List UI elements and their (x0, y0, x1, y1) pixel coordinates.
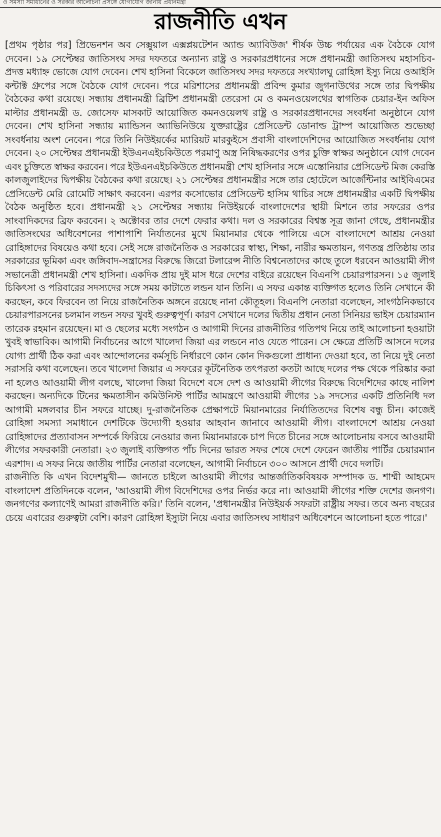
article-body (5, 39, 435, 834)
article-paragraph-1: [প্রথম পৃষ্ঠার পর] প্রিভেনশন অব সেক্সুয়াল এক্সপ্লয়টেশন অ্যান্ড অ্যাবিউজ' শীর্ষক উচ্চ পর্যায়ের এক বৈঠকে যোগ দেবেন। ১৯ সেপ্টেম্বর জাতিসংঘ সদর দফতরে অন্যান্য রাষ্ট্র ও সরকারপ্রধানের সঙ্গে প্রধানমন্ত্রী জাতিসংঘ মহাসচিব-প্রদত্ত মধ্যাহ্ন ভোজে যোগ দেবেন। শেখ হাসিনা বিকেলে জাতিসংঘ সদর দফতরে সংখ্যালঘু রোহিঙ্গা ইস্যু নিয়ে ওআইসি কন্টাক্ট গ্রুপের সঙ্গে বৈঠকে যোগ দেবেন। পরে মরিশাসের প্রধানমন্ত্রী প্রবিন্দ কুমার জুগনাউথের সঙ্গে তার দ্বিপক্ষীয় বৈঠকের কথা রয়েছে। সন্ধ্যায় প্রধানমন্ত্রী ব্রিটিশ প্রধানমন্ত্রী তেরেসা মে ও কমনওয়েলথের স্বাগতিক চেয়ার-ইন অফিস মাল্টার প্রধানমন্ত্রী ড. জোসেফ মাসকাট আয়োজিত কমনওয়েলথ রাষ্ট্র ও সরকারপ্রধানদের সংবর্ধনা অনুষ্ঠানে যোগ দেবেন। শেখ হাসিনা সন্ধ্যায় ম্যান্ডিসন অ্যাভিনিউয়ে যুক্তরাষ্ট্রের প্রেসিডেন্ট ডোনাল্ড ট্রাম্প আয়োজিত শুভেচ্ছা সংবর্ধনায় অংশ নেবেন। পরে তিনি নিউইয়র্কের ম্যারিয়ট মারকুইসে প্রবাসী বাংলাদেশিদের আয়োজিত সংবর্ধনায় যোগ দেবেন। ২০ সেপ্টেম্বর প্রধানমন্ত্রী ইউএনএইচকিউতে পরমাণু অস্ত্র নিষিদ্ধকরণের ওপর চুক্তি স্বাক্ষর অনুষ্ঠানে যোগ দেবেন এবং চুক্তিতে স্বাক্ষর করবেন। পরে ইউএনএইচকিউতে প্রধানমন্ত্রী শেখ হাসিনার সঙ্গে এস্তোনিয়ার প্রেসিডেন্ট মিজ কেরস্তি কালজুলাইদের দ্বিপক্ষীয় বৈঠকের কথা রয়েছে। ২১ সেপ্টেম্বর প্রধানমন্ত্রীর সঙ্গে তার হোটেলে আর্জেন্টিনার আইবিএমের প্রেসিডেন্ট মেরি রোমেটি সাক্ষাৎ করবেন। এরপর কসোভোর প্রেসিডেন্ট হাসিম থাচির সঙ্গে প্রধানমন্ত্রীর একটি দ্বিপক্ষীয় বৈঠক অনুষ্ঠিত হবে। প্রধানমন্ত্রী ২১ সেপ্টেম্বর সন্ধ্যায় নিউইয়র্কে বাংলাদেশের স্থায়ী মিশনে তার সফরের ওপর সাংবাদিকদের ব্রিফ করবেন। ২ অক্টোবর তার দেশে ফেরার কথা। দল ও সরকারের বিশ্বস্ত সূত্র জানা গেছে, প্রধানমন্ত্রীর জাতিসংঘের অধিবেশনের পাশাপাশি নির্যাতনের মুখে মিয়ানমার থেকে পালিয়ে এসে বাংলাদেশে আশ্রয় নেওয়া রোহিঙ্গাদের বিষয়েও কথা হবে। সেই সঙ্গে রাজনৈতিক ও সরকারের স্বাস্থ্য, শিক্ষা, নারীর ক্ষমতায়ন, গণতন্ত্র প্রতিষ্ঠায় তার সরকারের ভূমিকা এবং জঙ্গিবাদ-সন্ত্রাসের বিরুদ্ধে জিরো টলারেন্স নীতি বিশ্বনেতাদের কাছে তুলে ধরবেন আওয়ামী লীগ সভানেত্রী প্রধানমন্ত্রী শেখ হাসিনা। একদিক প্রায় দুই মাস ধরে দেশের বাইরে রয়েছেন বিএনপি চেয়ারপারসন। ১৫ জুলাই চিকিৎসা ও পরিবারের সদস্যদের সঙ্গে সময় কাটাতে লন্ডন যান তিনি। এ সফর একান্ত ব্যক্তিগত হলেও তিনি সেখানে কী করছেন, কবে ফিরবেন তা নিয়ে রাজনৈতিক অঙ্গনে রয়েছে নানা কৌতূহল। বিএনপি নেতারা বলেছেন, সাংগঠনিকভাবে চেয়ারপারসনের চলমান লন্ডন সফর খুবই গুরুত্বপূর্ণ। কারণ সেখানে দলের দ্বিতীয় প্রধান নেতা সিনিয়র ভাইস চেয়ারম্যান তারেক রহমান রয়েছেন। মা ও ছেলের মধ্যে সংগঠন ও আগামী দিনের রাজনীতির গতিপথ নিয়ে তাই আলোচনা হওয়াটা খুবই স্বাভাবিক। আগামী নির্বাচনের আগে খালেদা জিয়া এর লন্ডনে নাও যেতে পারেন। সে ক্ষেত্রে প্রতিটি আসনে দলের যোগ্য প্রার্থী ঠিক করা এবং আন্দোলনের কর্মসূচি নির্ধারণে কোন কোন দিকগুলো প্রাধান্য দেওয়া হবে, তা নিয়ে দুই নেতা সরাসরি কথা বলেছেন। তবে খালেদা জিয়ার এ সফরের কূটনৈতিক তৎপরতা কতটা আছে দলের পক্ষ থেকে পরিষ্কার করা না হলেও আওয়ামী লীগ বলছে, খালেদা জিয়া বিদেশে বসে দেশ ও আওয়ামী লীগের বিরুদ্ধে বিদেশিদের কাছে নালিশ করছেন। অন্যদিকে টিনের ক্ষমতাসীন কমিউনিস্ট পার্টির আমন্ত্রণে আওয়ামী লীগের ১৯ সদস্যের একটি প্রতিনিধি দল আগামী মঙ্গলবার চীন সফরে যাচ্ছে। দু-রাজনৈতিক প্রেক্ষাপটে মিয়ানমারের নির্যাতিতদের বিশেষ বন্ধু চীন। কাজেই রোহিঙ্গা সমস্যা সমাধানে দেশটিকে উদ্যোগী হওয়ার আহবান জানাবে আওয়ামী লীগ। বাংলাদেশে আশ্রয় নেওয়া রোহিঙ্গাদের প্রত্যাবাসন সম্পর্কে ফিরিয়ে নেওয়ার জন্য মিয়ানমারকে চাপ দিতে চীনের সঙ্গে আলোচনায় বসবে আওয়ামী লীগের সফরকারী নেতারা। ২৩ জুলাই ব্যক্তিগত পাঁচ দিনের ভারত সফর শেষে দেশে ফেরেন জাতীয় পার্টির চেয়ারম্যান এরশাদ। এ সফর নিয়ে জাতীয় পার্টির নেতারা বলেছেন, আগামী নির্বাচনে ৩০০ আসনে প্রার্থী দেবে দলটি। (5, 40, 435, 470)
article-headline: রাজনীতি এখন (154, 10, 287, 35)
top-divider (0, 7, 441, 8)
cropped-previous-line: ও সমস্যা সমাধানের ও সরকার আলোচনা প্রসঙ্গে যোগাযোগ জানায় প্রধানমন্ত্রী (3, 0, 186, 6)
article-paragraph-2: রাজনীতি কি এখন বিদেশমুখী— জানতে চাইলে আওয়ামী লীগের আন্তর্জাতিকবিষয়ক সম্পাদক ড. শাম্মী আহমেদ বাংলাদেশ প্রতিদিনকে বলেন, 'আওয়ামী লীগ বিদেশিদের ওপর নির্ভর করে না। আওয়ামী লীগের শক্তি দেশের জনগণ। জনগণের কল্যাণেই আমরা রাজনীতি করি।' তিনি বলেন, 'প্রধানমন্ত্রীর নিউইয়র্ক সফরটা রাষ্ট্রীয় সফর। তবে অন্য বছরের চেয়ে এবারের গুরুত্বটা বেশি। কারণ রোহিঙ্গা ইস্যুটা নিয়ে এবার জাতিসংঘ সাধারণ অধিবেশনে আলোচনা হতে পারে।' (5, 472, 435, 524)
